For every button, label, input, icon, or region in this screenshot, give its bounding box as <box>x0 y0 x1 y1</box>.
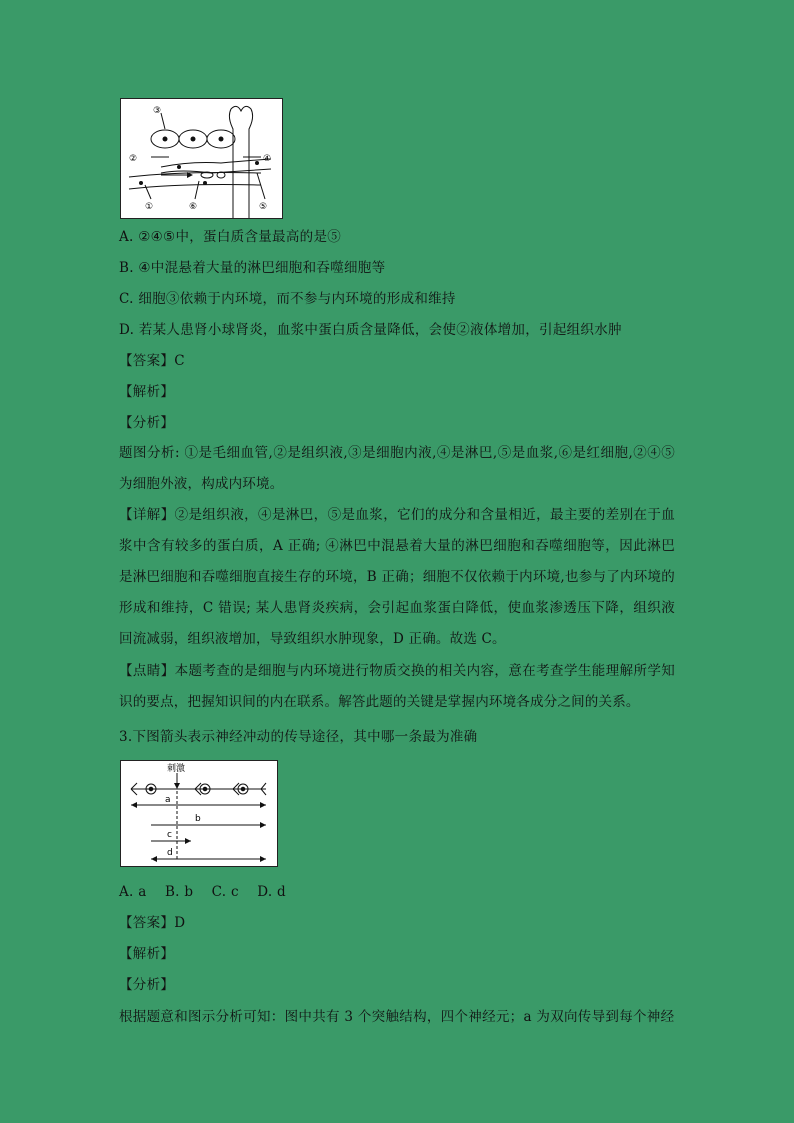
q3-options: A. a B. b C. c D. d <box>119 884 286 900</box>
path-b: b <box>195 814 201 824</box>
question-3: 3.下图箭头表示神经冲动的传导途径，其中哪一条最为准确 <box>119 729 478 745</box>
option-c: C. 细胞③依赖于内环境，而不参与内环境的形成和维持 <box>119 291 456 307</box>
path-a: a <box>165 795 171 805</box>
detail-text: 【详解】②是组织液，④是淋巴，⑤是血浆，它们的成分和含量相近，最主要的差别在于血浆中含有较多的蛋白质，A 正确; ④淋巴中混悬着大量的淋巴细胞和吞噬细胞等，因此淋巴是淋巴细胞和吞噬细胞直接生存的环境，B 正确；细胞不仅依赖于内环境,也参与了内环境的形成和维持，C 错误; 某人患肾炎疾病，会引起血浆蛋白降低，使血浆渗透压下降，组织液回流减弱，组织液增加，导致组织水肿现象，D 正确。故选 C。 <box>119 507 675 647</box>
label-1: ① <box>145 202 154 212</box>
answer: 【答案】C <box>119 353 185 369</box>
option-a: A. ②④⑤中，蛋白质含量最高的是⑤ <box>119 229 342 245</box>
label-2: ② <box>129 154 138 164</box>
option-b: B. ④中混悬着大量的淋巴细胞和吞噬细胞等 <box>119 260 386 276</box>
label-4: ④ <box>263 154 272 164</box>
label-6: ⑥ <box>189 202 198 212</box>
neuron-diagram <box>120 760 278 867</box>
q3-analysis-text: 根据题意和图示分析可知：图中共有 3 个突触结构，四个神经元；a 为双向传导到每个神经 <box>119 1009 675 1025</box>
q3-jiexi-heading: 【解析】 <box>119 946 175 962</box>
label-5: ⑤ <box>259 202 268 212</box>
tissue-diagram <box>120 98 283 219</box>
comment-text: 【点睛】本题考查的是细胞与内环境进行物质交换的相关内容，意在考查学生能理解所学知识的要点，把握知识间的内在联系。解答此题的关键是掌握内环境各成分之间的关系。 <box>119 663 675 710</box>
option-d: D. 若某人患肾小球肾炎，血浆中蛋白质含量降低，会使②液体增加，引起组织水肿 <box>119 322 622 338</box>
q3-fenxi-heading: 【分析】 <box>119 977 175 993</box>
q3-answer: 【答案】D <box>119 915 186 931</box>
fenxi-heading: 【分析】 <box>119 415 175 431</box>
analysis-text: 题图分析: ①是毛细血管,②是组织液,③是细胞内液,④是淋巴,⑤是血浆,⑥是红细胞,②④⑤为细胞外液，构成内环境。 <box>119 445 675 492</box>
jiexi-heading: 【解析】 <box>119 384 175 400</box>
path-d: d <box>167 848 173 858</box>
path-c: c <box>167 830 172 840</box>
label-3: ③ <box>153 106 162 116</box>
stimulus-label: 刺激 <box>167 764 186 774</box>
